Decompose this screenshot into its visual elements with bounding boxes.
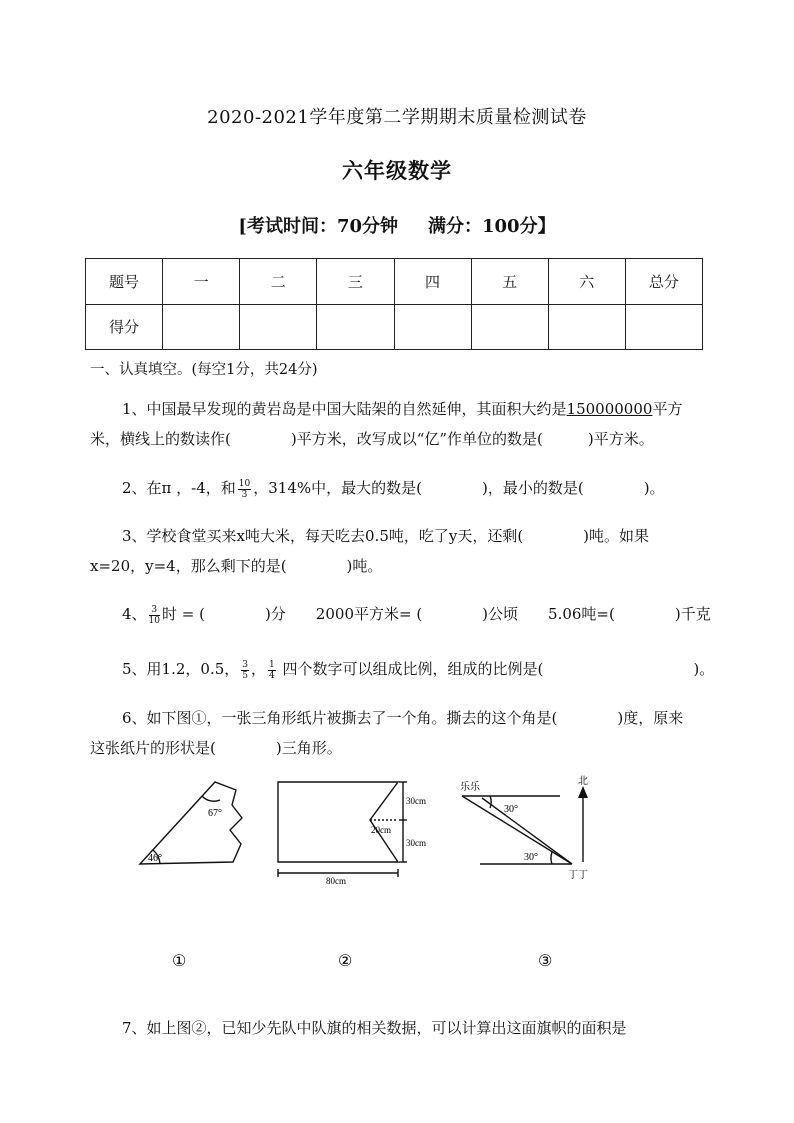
figure-3-map: [462, 790, 583, 864]
table-row: [86, 304, 703, 350]
fig2-label: ②: [338, 951, 353, 970]
q1-text-b: 平方: [652, 400, 683, 418]
fig1-angle-bottom: 46°: [148, 853, 162, 864]
table-cell: 三: [317, 259, 394, 305]
fig2-height-bottom: 30cm: [406, 838, 426, 848]
score-cell: [163, 304, 240, 350]
section-heading: 一、认真填空。(每空1分，共24分): [90, 362, 318, 378]
fig3-place-top: 乐乐: [460, 782, 480, 793]
table-cell: 六: [548, 259, 625, 305]
question-3-line-1: 3、学校食堂买来x吨大米，每天吃去0.5吨，吃了y天，还剩( )吨。如果: [122, 527, 650, 545]
q5-text-b: 四个数字可以组成比例，组成的比例是( )。: [277, 660, 715, 678]
exam-info: [0, 212, 794, 238]
fig3-angle-top: 30°: [504, 804, 518, 815]
q1-text-a: 1、中国最早发现的黄岩岛是中国大陆架的自然延伸，其面积大约是: [122, 400, 567, 418]
q4-text-b: 时 = ( )分 2000平方米= ( )公顷 5.06吨=( )千克: [162, 605, 711, 623]
question-1-line-2: 米，横线上的数读作( )平方米，改写成以“亿”作单位的数是( )平方米。: [90, 430, 654, 448]
fig2-height-top: 30cm: [406, 796, 426, 806]
fraction: $\frac{10}{3}$: [238, 478, 251, 500]
question-6-line-1: 6、如下图①，一张三角形纸片被撕去了一个角。撕去的这个角是( )度，原来: [122, 709, 684, 727]
question-5: [122, 653, 742, 685]
table-cell: 四: [394, 259, 471, 305]
score-cell: [240, 304, 317, 350]
fig1-angle-top: 67°: [208, 808, 222, 819]
north-arrow-icon: [578, 786, 588, 798]
question-7: 7、如上图②，已知少先队中队旗的相关数据，可以计算出这面旗帜的面积是: [122, 1019, 627, 1037]
fig1-label: ①: [172, 951, 187, 970]
q5-text-a: 5、用1.2，0.5，: [122, 660, 240, 678]
question-3-line-2: x=20，y=4，那么剩下的是( )吨。: [90, 557, 383, 575]
fig2-notch: 20cm: [371, 825, 391, 835]
fraction: $\frac{3}{5}$: [242, 659, 248, 681]
fig3-label: ③: [538, 951, 553, 970]
q4-text-a: 4、: [122, 605, 147, 623]
q1-number: 150000000: [566, 400, 653, 418]
table-cell: 五: [471, 259, 548, 305]
score-cell: [394, 304, 471, 350]
fraction: $\frac{1}{4}$: [269, 659, 275, 681]
exam-subject: 六年级数学: [342, 158, 452, 183]
fig2-width: 80cm: [326, 876, 346, 886]
fig3-angle-bottom: 30°: [524, 852, 538, 863]
table-cell: 题号: [86, 259, 163, 305]
fig3-place-bottom: 丁丁: [568, 870, 588, 881]
fig3-north: 北: [578, 776, 588, 787]
fraction: $\frac{3}{10}$: [148, 604, 160, 626]
table-cell: 得分: [86, 304, 163, 350]
full-score: 满分：100分】: [428, 216, 556, 237]
score-cell: [548, 304, 625, 350]
q2-text-a: 2、在π ，-4，和: [122, 479, 236, 497]
score-cell: [625, 304, 702, 350]
question-4: [122, 598, 742, 630]
question-2: [122, 472, 742, 504]
score-cell: [317, 304, 394, 350]
question-6-line-2: 这张纸片的形状是( )三角形。: [90, 739, 342, 757]
question-1-line-1: [122, 393, 742, 425]
figures: [120, 770, 720, 980]
table-row: [86, 259, 703, 305]
score-table: [85, 258, 703, 350]
table-cell: 一: [163, 259, 240, 305]
table-cell: 二: [240, 259, 317, 305]
table-cell: 总分: [625, 259, 702, 305]
q2-text-b: ，314%中，最大的数是( )，最小的数是( )。: [253, 479, 665, 497]
separator: ，: [251, 660, 267, 678]
exam-title: 2020-2021学年度第二学期期末质量检测试卷: [207, 107, 587, 128]
figure-1-triangle: [140, 782, 242, 864]
score-cell: [471, 304, 548, 350]
exam-time: [考试时间：70分钟: [238, 216, 398, 237]
